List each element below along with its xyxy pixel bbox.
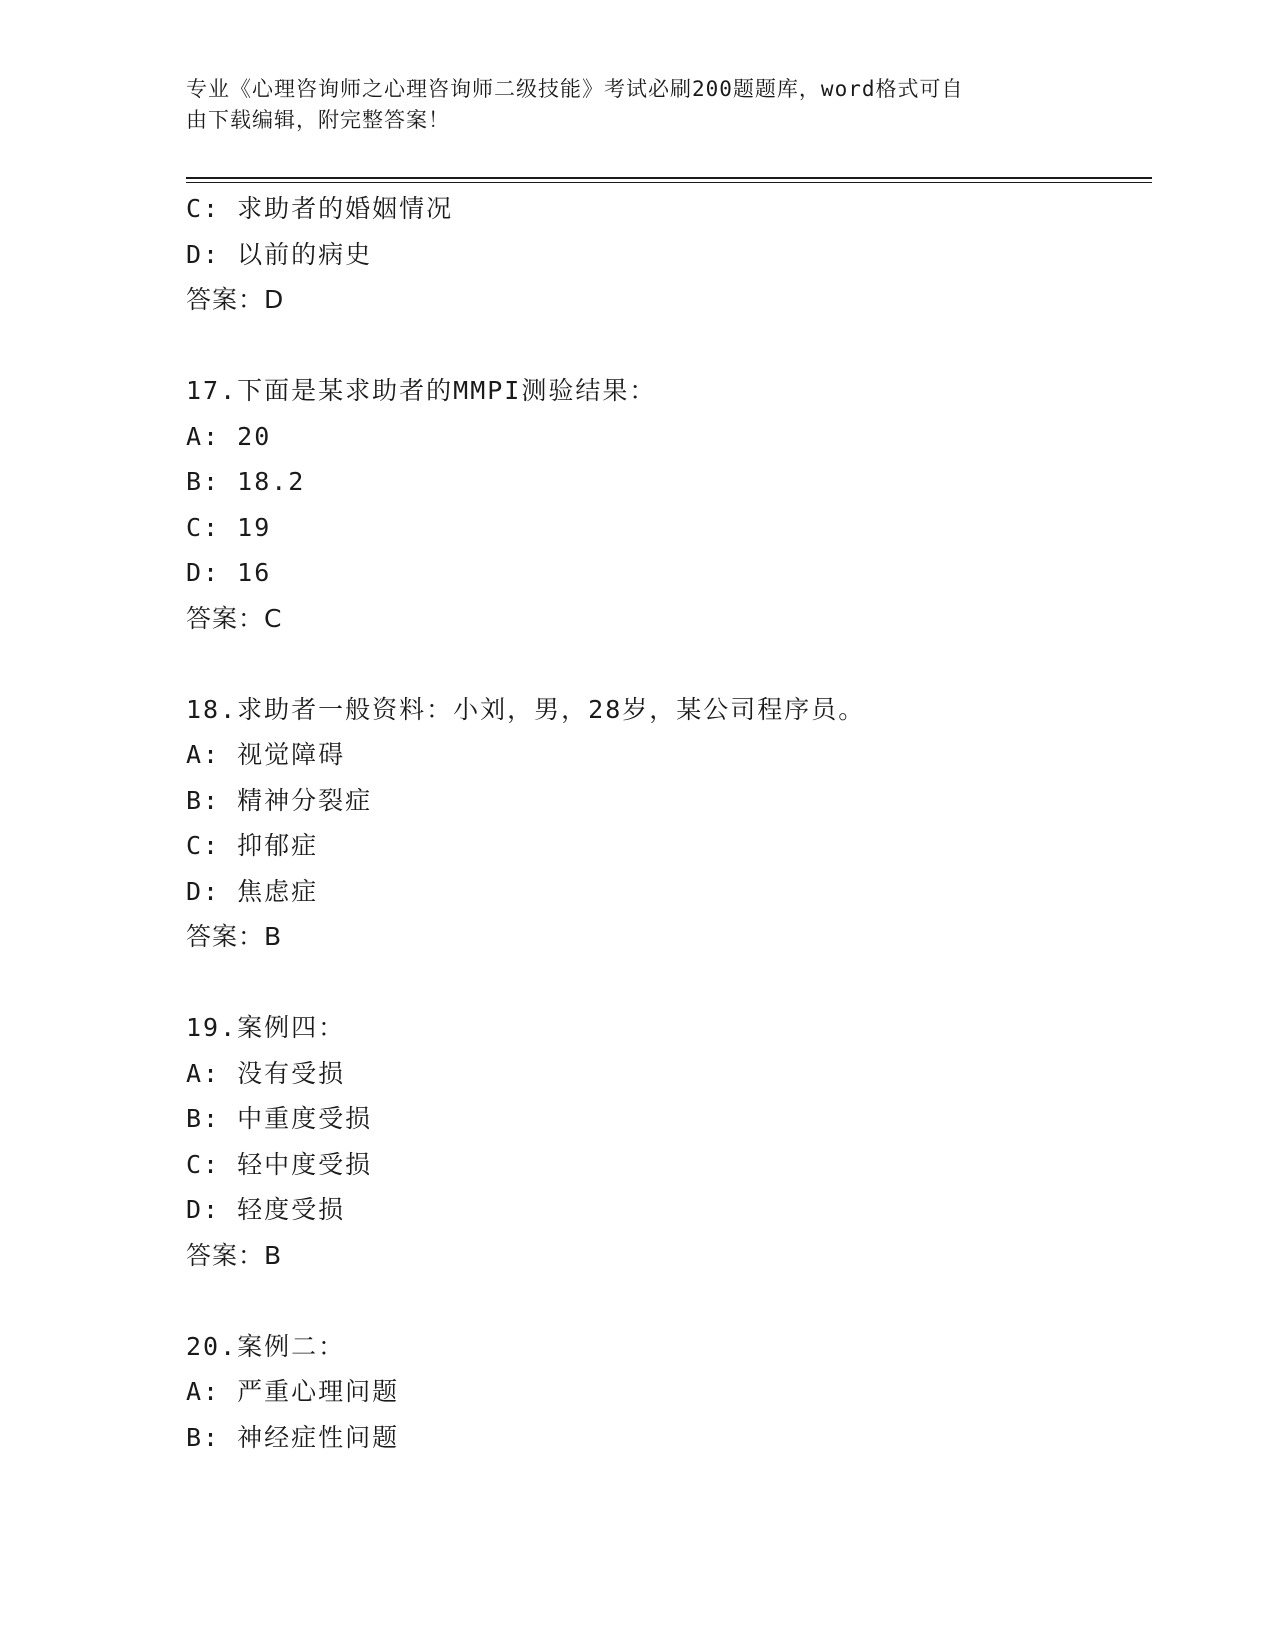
block-spacer: [186, 960, 1146, 1006]
question-block-18: [186, 687, 1146, 960]
option-d: D: 轻度受损: [186, 1195, 346, 1224]
header-divider-thick: [186, 177, 1152, 179]
question-block-17: [186, 368, 1146, 641]
option-b: B: 中重度受损: [186, 1104, 373, 1133]
answer-line: [186, 914, 1146, 960]
answer-value: C: [264, 603, 283, 633]
block-spacer: [186, 323, 1146, 369]
option-b: B: 神经症性问题: [186, 1422, 400, 1452]
answer-value: D: [264, 285, 285, 314]
header-line-1: 专业《心理咨询师之心理咨询师二级技能》考试必刷200题题库，word格式可自: [186, 77, 964, 101]
answer-label: 答案：: [186, 1240, 265, 1270]
option-c: C: 求助者的婚姻情况: [186, 194, 454, 223]
document-header: [186, 74, 1066, 136]
option-d: D: 以前的病史: [186, 239, 373, 269]
answer-line: [186, 277, 1146, 323]
question-block-19: [186, 1005, 1146, 1278]
option-d: D: 焦虑症: [186, 876, 319, 906]
question-stem: 20.案例二：: [186, 1331, 346, 1361]
block-spacer: [186, 1278, 1146, 1324]
option-b: B: 18.2: [186, 467, 306, 496]
answer-line: [186, 1233, 1146, 1279]
header-divider-thin: [186, 182, 1152, 183]
option-a: A: 20: [186, 421, 272, 451]
option-a: A: 没有受损: [186, 1058, 346, 1088]
question-stem: 19.案例四：: [186, 1013, 346, 1042]
block-spacer: [186, 641, 1146, 687]
question-block-16: [186, 186, 1146, 323]
question-stem: 18.求助者一般资料：小刘，男，28岁，某公司程序员。: [186, 694, 866, 724]
answer-label: 答案：: [186, 922, 265, 951]
answer-label: 答案：: [186, 603, 265, 633]
header-line-2: 由下载编辑，附完整答案！: [186, 108, 450, 132]
question-block-20: [186, 1324, 1146, 1461]
answer-value: B: [264, 1240, 283, 1270]
answer-value: B: [264, 922, 283, 951]
option-a: A: 视觉障碍: [186, 740, 346, 769]
answer-line: [186, 596, 1146, 642]
option-c: C: 抑郁症: [186, 831, 319, 860]
option-a: A: 严重心理问题: [186, 1377, 400, 1406]
option-b: B: 精神分裂症: [186, 785, 373, 815]
answer-label: 答案：: [186, 285, 265, 314]
question-stem: 17.下面是某求助者的MMPI测验结果：: [186, 376, 657, 405]
option-c: C: 19: [186, 512, 272, 542]
question-list: [186, 186, 1146, 1460]
option-d: D: 16: [186, 558, 272, 587]
option-c: C: 轻中度受损: [186, 1149, 373, 1179]
